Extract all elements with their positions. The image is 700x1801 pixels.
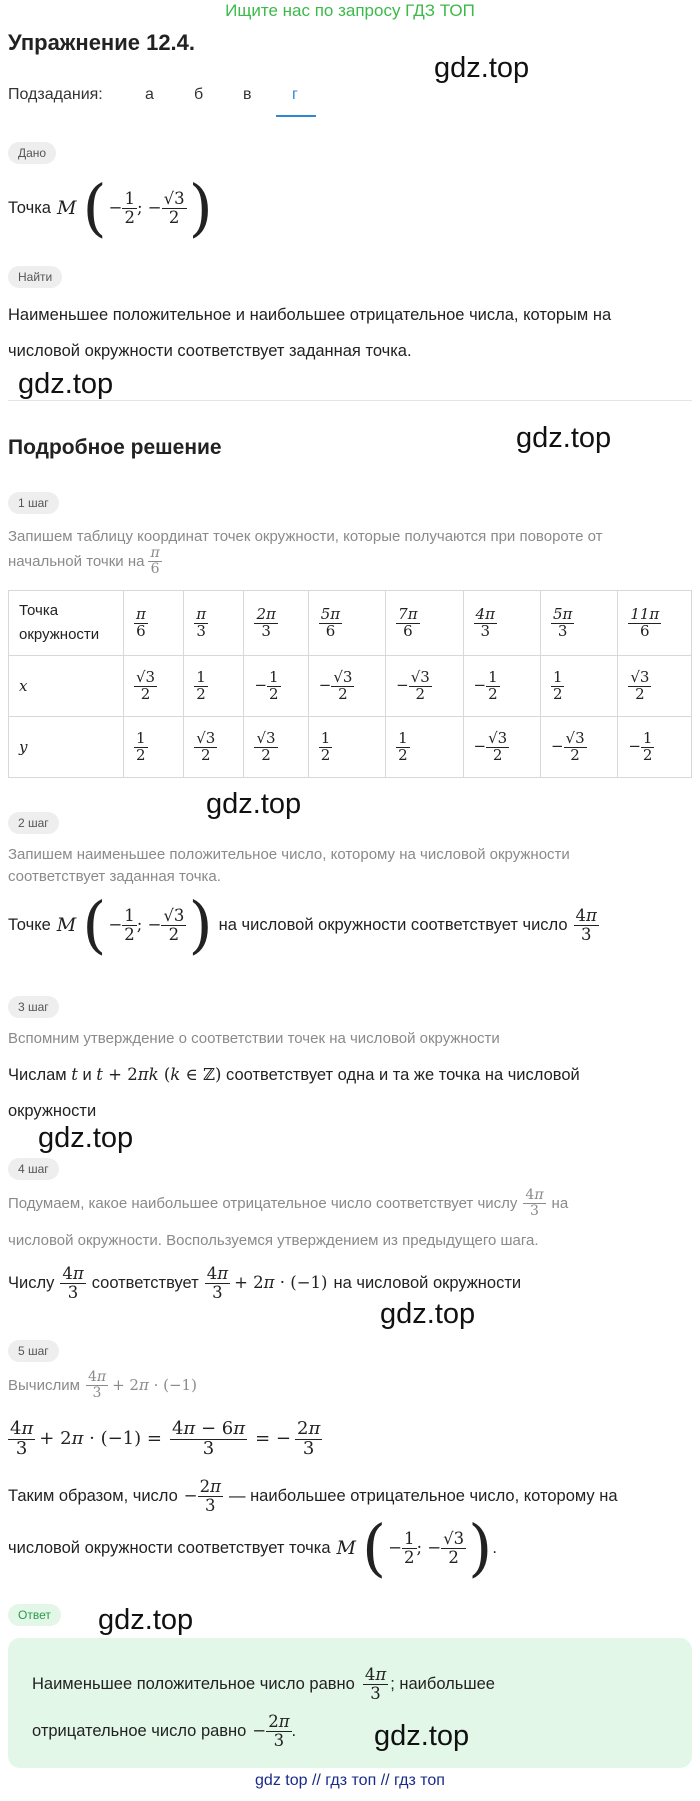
step4-line2: числовой окружности. Воспользуемся утверждением из предыдущего шага. (8, 1232, 539, 1249)
subtasks-label: Подзадания: (8, 86, 103, 103)
angle-cell: $\frac{5\pi}{3}$ (540, 591, 617, 656)
solution-title: Подробное решение (8, 436, 222, 459)
table-header-cell: Точка окружности (9, 591, 124, 656)
step2-line2: соответствует заданная точка. (8, 868, 221, 885)
find-line1: Наименьшее положительное и наибольшее отрицательное числа, которым на (8, 306, 612, 324)
row-label-y: y (9, 717, 124, 778)
footer-links[interactable]: gdz top // гдз топ // гдз топ (255, 1772, 445, 1789)
y-cell: $\frac{√3}{2}$ (184, 717, 244, 778)
find-line2: числовой окружности соответствует заданная точка. (8, 342, 412, 360)
watermark: gdz.top (98, 1604, 194, 1636)
step3-statement: Числам t и t + 2πk (k ∈ ℤ) соответствует одна и та же точка на числовой (8, 1065, 580, 1084)
step4-chip: 4 шаг (8, 1158, 59, 1180)
step5-chip: 5 шаг (8, 1340, 59, 1362)
y-cell: − $\frac{√3}{2}$ (540, 717, 617, 778)
search-promo-link[interactable]: Ищите нас по запросу ГДЗ ТОП (225, 1, 475, 20)
x-cell: $\frac{1}{2}$ (184, 656, 244, 717)
y-cell: $\frac{1}{2}$ (386, 717, 463, 778)
watermark: gdz.top (374, 1720, 470, 1752)
step5-conclusion-1: Таким образом, число − $\frac{2\pi}{3}$ — наибольшее отрицательное число, которому на (8, 1477, 618, 1515)
watermark: gdz.top (18, 368, 114, 400)
tab-g[interactable]: г (292, 86, 298, 103)
x-cell: − $\frac{√3}{2}$ (308, 656, 385, 717)
y-cell: $\frac{1}{2}$ (308, 717, 385, 778)
angle-cell: $\frac{\pi}{6}$ (124, 591, 184, 656)
y-cell: $\frac{1}{2}$ (124, 717, 184, 778)
step3-chip: 3 шаг (8, 996, 59, 1018)
given-prefix: Точка (8, 199, 51, 217)
y-cell: $\frac{√3}{2}$ (244, 717, 308, 778)
answer-line2: отрицательное число равно − $\frac{2\pi}{3}$ . (32, 1712, 297, 1750)
step5-conclusion-2: числовой окружности соответствует точка M ( − $\frac{1}{2}$ ; − $\frac{√3}{2}$ ) . (8, 1511, 497, 1584)
answer-chip: Ответ (8, 1604, 61, 1626)
step5-calc: Вычислим $\frac{4\pi}{3}$ + 2π · (−1) (8, 1369, 197, 1401)
tab-a[interactable]: а (145, 86, 154, 103)
watermark: gdz.top (206, 788, 302, 820)
x-cell: − $\frac{1}{2}$ (244, 656, 308, 717)
row-label-x: x (9, 656, 124, 717)
step4-line1: Подумаем, какое наибольшее отрицательное число соответствует числу $\frac{4\pi}{3}$ на (8, 1187, 569, 1219)
x-cell: − $\frac{√3}{2}$ (386, 656, 463, 717)
x-cell: $\frac{√3}{2}$ (618, 656, 692, 717)
angle-cell: $\frac{11\pi}{6}$ (618, 591, 692, 656)
angle-cell: $\frac{7\pi}{6}$ (386, 591, 463, 656)
y-cell: − $\frac{1}{2}$ (618, 717, 692, 778)
table-row (9, 717, 692, 778)
active-tab-indicator (276, 115, 316, 117)
divider (8, 400, 692, 401)
page-title: Упражнение 12.4. (8, 30, 196, 55)
answer-line1: Наименьшее положительное число равно $\frac{4\pi}{3}$ ; наибольшее (32, 1665, 495, 1703)
step2-line1: Запишем наименьшее положительное число, которому на числовой окружности (8, 846, 570, 863)
step5-equation: $\frac{4\pi}{3}$ + 2π · (−1) = $\frac{4\pi - 6\pi}{3}$ = − $\frac{2\pi}{3}$ (10, 1417, 321, 1459)
tab-b[interactable]: б (194, 86, 204, 103)
angle-cell: $\frac{5\pi}{6}$ (308, 591, 385, 656)
find-chip: Найти (8, 266, 62, 288)
y-cell: − $\frac{√3}{2}$ (463, 717, 540, 778)
step1-line2-text: начальной точки на (8, 552, 145, 570)
step2-chip: 2 шаг (8, 812, 59, 834)
step3-line1: Вспомним утверждение о соответствии точек на числовой окружности (8, 1030, 500, 1047)
watermark: gdz.top (516, 422, 612, 454)
step3-line2: окружности (8, 1102, 97, 1120)
given-point: Точка M ( − $\frac{1}{2}$ ; − $\frac{√3}{2}$ ) (8, 171, 213, 244)
step1-line1: Запишем таблицу координат точек окружности, которые получаются при повороте от (8, 528, 603, 545)
step1-line2: начальной точки на $\frac{\pi}{6}$ (8, 545, 160, 577)
angle-cell: $\frac{4\pi}{3}$ (463, 591, 540, 656)
x-cell: − $\frac{1}{2}$ (463, 656, 540, 717)
x-cell: $\frac{1}{2}$ (540, 656, 617, 717)
tab-v[interactable]: в (243, 86, 252, 103)
step2-statement: Точке M ( − $\frac{1}{2}$ ; − $\frac{√3}{2}$ ) на числовой окружности соответствует число $\frac{4\pi}{3}$ (8, 888, 597, 961)
watermark: gdz.top (38, 1122, 134, 1154)
coordinates-table (8, 590, 692, 778)
watermark: gdz.top (380, 1298, 476, 1330)
step1-chip: 1 шаг (8, 492, 59, 514)
angle-cell: $\frac{2\pi}{3}$ (244, 591, 308, 656)
table-row (9, 656, 692, 717)
x-cell: $\frac{√3}{2}$ (124, 656, 184, 717)
watermark: gdz.top (434, 52, 530, 84)
given-chip: Дано (8, 142, 56, 164)
angle-cell: $\frac{\pi}{3}$ (184, 591, 244, 656)
table-row (9, 591, 692, 656)
step4-statement: Числу $\frac{4\pi}{3}$ соответствует $\frac{4\pi}{3}$ + 2π · (−1) на числовой окружности (8, 1264, 522, 1302)
